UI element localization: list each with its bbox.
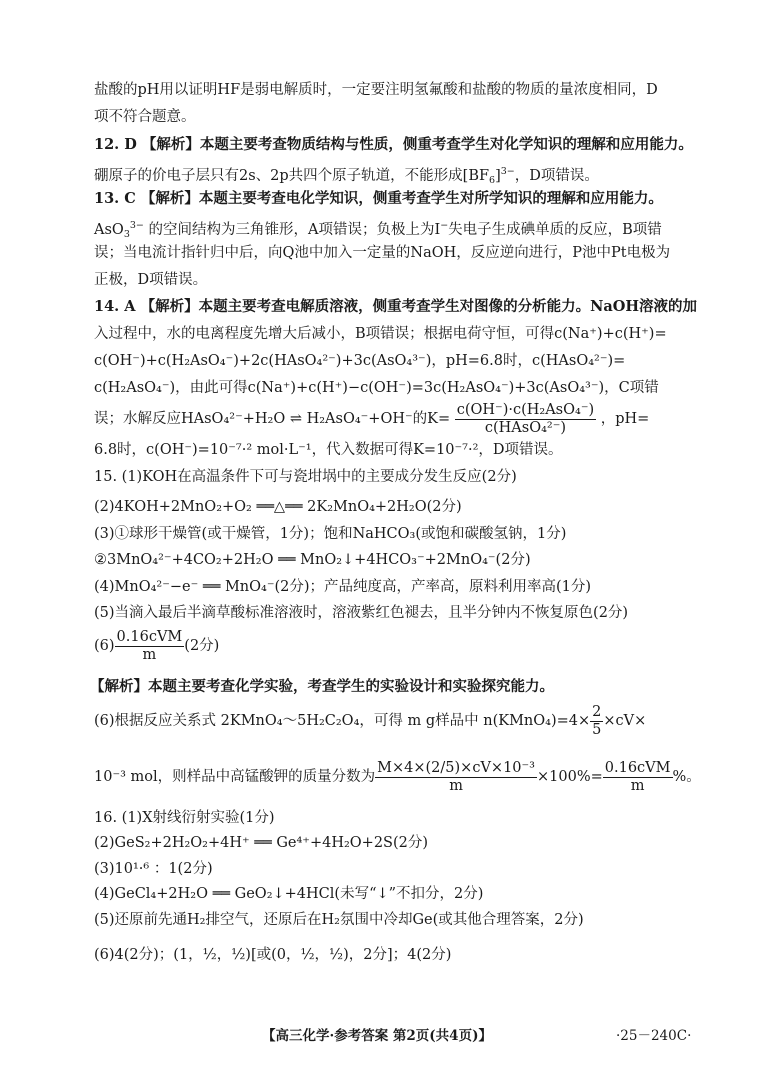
text-line: 误；当电流计指针归中后，向Q池中加入一定量的NaOH，反应逆向进行，P池中Pt电极为: [94, 245, 671, 261]
text-line: 6.8时，c(OH⁻)=10⁻⁷·² mol·L⁻¹，代入数据可得K=10⁻⁷·²，D项错误。: [94, 442, 563, 458]
q13-text: AsO$_3^{3-}$ 的空间结构为三角锥形，A项错误；负极上为I−失电子生成碘单质的反应，B项错: [94, 220, 662, 240]
q15-item: (5)当滴入最后半滴草酸标准溶液时，溶液紫红色褪去，且半分钟内不恢复原色(2分): [94, 605, 629, 621]
q14-heading: 14. A 【解析】本题主要考查电解质溶液，侧重考查学生对图像的分析能力。NaOH溶液的加: [94, 298, 698, 315]
text-line: 盐酸的pH用以证明HF是弱电解质时，一定要注明氢氟酸和盐酸的物质的量浓度相同，D: [94, 82, 658, 98]
q15-item: ②3MnO₄²⁻+4CO₂+2H₂O ══ MnO₂↓+4HCO₃⁻+2MnO₄⁻(2分): [94, 552, 531, 568]
q15-item-6: (6) $\frac{\text{0.16cVM}}{m}$ (2分): [94, 628, 220, 663]
text-line: 入过程中，水的电离程度先增大后减小，B项错误；根据电荷守恒，可得c(Na⁺)+c(H⁺)=: [94, 326, 667, 342]
q16-item: (5)还原前先通H₂排空气，还原后在H₂氛围中冷却Ge(或其他合理答案，2分): [94, 912, 584, 928]
q12-text: 硼原子的价电子层只有2s、2p共四个原子轨道，不能形成$[BF_6]^{3-}$，D项错误。: [94, 166, 599, 186]
text-line: c(OH⁻)+c(H₂AsO₄⁻)+2c(HAsO₄²⁻)+3c(AsO₄³⁻)，pH=6.8时，c(HAsO₄²⁻)=: [94, 353, 626, 369]
text-line: 项不符合题意。: [94, 109, 196, 125]
q15-item: 15. (1)KOH在高温条件下可与瓷坩埚中的主要成分发生反应(2分): [94, 469, 517, 485]
footer-code: ·25－240C·: [616, 1028, 692, 1044]
q12-heading: 12. D 【解析】本题主要考查物质结构与性质，侧重考查学生对化学知识的理解和应用能力。: [94, 136, 693, 153]
result-fraction: $\frac{\text{0.16cVM}}{m}$: [604, 759, 671, 794]
mass-fraction: $\frac{\text{M×4×(2/5)×cV×10⁻³}}{m}$: [377, 759, 535, 794]
q15-item: (4)MnO₄²⁻−e⁻ ══ MnO₄⁻(2分)；产品纯度高，产率高，原料利用率高(1分): [94, 579, 592, 595]
q15-analysis-heading: 【解析】本题主要考查化学实验，考查学生的实验设计和实验探究能力。: [90, 678, 554, 695]
text-line: 正极，D项错误。: [94, 272, 208, 288]
k-fraction: $\frac{\text{c(OH⁻)·c(H₂AsO₄⁻)}}{\text{c(HAsO₄²⁻)}}$: [456, 401, 595, 436]
q16-item: 16. (1)X射线衍射实验(1分): [94, 810, 275, 826]
ratio-fraction: $\frac{2}{5}$: [592, 703, 602, 738]
q14-equation-line: 误；水解反应HAsO₄²⁻+H₂O ⇌ H₂AsO₄⁻+OH⁻的K= $\frac{\text{c(OH⁻)·c(H₂AsO₄⁻)}}{\text{c(HAsO₄²⁻)}}$ ，pH=: [94, 401, 650, 436]
q16-item: (3)10¹·⁶ ：1(2分): [94, 861, 213, 877]
q15-item: (2)4KOH+2MnO₂+O₂ ══△══ 2K₂MnO₄+2H₂O(2分): [94, 499, 462, 515]
q16-item: (4)GeCl₄+2H₂O ══ GeO₂↓+4HCl(未写“↓”不扣分，2分): [94, 886, 484, 902]
q15-analysis-line: 10⁻³ mol，则样品中高锰酸钾的质量分数为 $\frac{\text{M×4×(2/5)×cV×10⁻³}}{m}$ ×100%= $\frac{\text{0.16cVM}}{m}$ %。: [94, 759, 701, 794]
q15-item: (3)①球形干燥管(或干燥管，1分)；饱和NaHCO₃(或饱和碳酸氢钠，1分): [94, 526, 567, 542]
answer-fraction: $\frac{\text{0.16cVM}}{m}$: [116, 628, 183, 663]
q15-analysis-line: (6)根据反应关系式 2KMnO₄～5H₂C₂O₄，可得 m g样品中 n(KMnO₄)=4× $\frac{2}{5}$ ×cV×: [94, 703, 647, 738]
footer-title: 【高三化学·参考答案 第2页(共4页)】: [262, 1028, 492, 1044]
q16-item: (2)GeS₂+2H₂O₂+4H⁺ ══ Ge⁴⁺+4H₂O+2S(2分): [94, 835, 429, 851]
text-line: c(H₂AsO₄⁻)，由此可得c(Na⁺)+c(H⁺)−c(OH⁻)=3c(H₂AsO₄⁻)+3c(AsO₄³⁻)，C项错: [94, 380, 659, 396]
q16-item: (6)4(2分)；(1，½，½)[或(0，½，½)，2分]；4(2分): [94, 947, 452, 963]
q13-heading: 13. C 【解析】本题主要考查电化学知识，侧重考查学生对所学知识的理解和应用能力。: [94, 190, 663, 207]
